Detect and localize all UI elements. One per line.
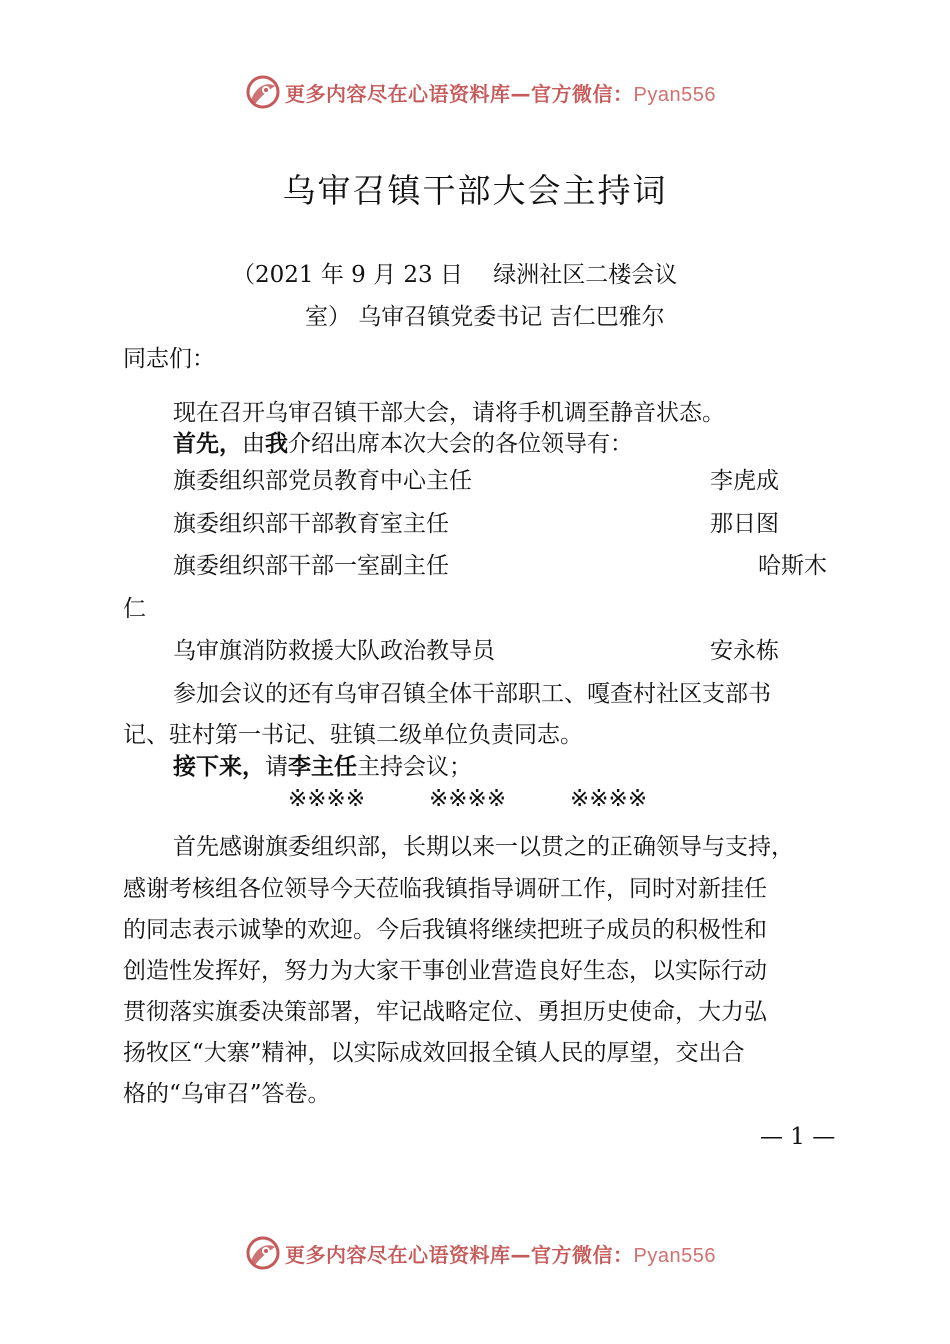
speech-line-7: 格的“乌审召”答卷。 <box>123 1081 331 1107</box>
separator-3: ※※※※ <box>570 786 648 812</box>
watermark-logo-icon <box>243 1233 283 1273</box>
watermark-text: 更多内容尽在心语资料库—官方微信：Pyan556 <box>285 1242 716 1267</box>
watermark-text: 更多内容尽在心语资料库—官方微信：Pyan556 <box>285 81 716 106</box>
watermark-logo-icon <box>243 72 283 112</box>
speech-line-2: 感谢考核组各位领导今天莅临我镇指导调研工作，同时对新挂任 <box>123 876 767 902</box>
leader-name-4: 安永栋 <box>710 638 779 664</box>
footer-watermark <box>243 1233 716 1273</box>
speech-line-3: 的同志表示诚挚的欢迎。今后我镇将继续把班子成员的积极性和 <box>123 917 767 943</box>
leader-title-1: 旗委组织部党员教育中心主任 <box>173 468 472 494</box>
next-line: 接下来，请李主任主持会议； <box>173 754 472 780</box>
speech-line-5: 贯彻落实旗委决策部署，牢记战略定位、勇担历史使命，大力弘 <box>123 999 767 1025</box>
separator-1: ※※※※ <box>288 786 366 812</box>
leader-name-2: 那日图 <box>710 511 779 537</box>
intro-line: 首先，由我介绍出席本次大会的各位领导有： <box>173 431 633 457</box>
leader-name-3-wrap: 仁 <box>123 596 146 622</box>
separator-2: ※※※※ <box>429 786 507 812</box>
speech-line-4: 创造性发挥好，努力为大家干事创业营造良好生态，以实际行动 <box>123 958 767 984</box>
leader-title-4: 乌审旗消防救援大队政治教导员 <box>173 638 495 664</box>
leader-title-3: 旗委组织部干部一室副主任 <box>173 553 449 579</box>
opening-line: 现在召开乌审召镇干部大会，请将手机调至静音状态。 <box>173 400 725 426</box>
header-watermark <box>243 72 716 112</box>
meta-line-2: 室） 乌审召镇党委书记 吉仁巴雅尔 <box>305 304 665 330</box>
meta-line-1: （2021 年 9 月 23 日 绿洲社区二楼会议 <box>232 262 678 288</box>
attendees-line-2: 记、驻村第一书记、驻镇二级单位负责同志。 <box>123 722 583 748</box>
speech-line-1: 首先感谢旗委组织部，长期以来一以贯之的正确领导与支持， <box>173 834 794 860</box>
leader-name-1: 李虎成 <box>710 468 779 494</box>
speech-line-6: 扬牧区“大寨”精神，以实际成效回报全镇人民的厚望，交出合 <box>123 1040 745 1066</box>
leader-name-3: 哈斯木 <box>758 553 827 579</box>
attendees-line-1: 参加会议的还有乌审召镇全体干部职工、嘎查村社区支部书 <box>173 681 771 707</box>
leader-title-2: 旗委组织部干部教育室主任 <box>173 511 449 537</box>
page-number: — 1 — <box>760 1124 836 1150</box>
document-title: 乌审召镇干部大会主持词 <box>282 171 668 210</box>
salutation: 同志们： <box>123 346 215 372</box>
